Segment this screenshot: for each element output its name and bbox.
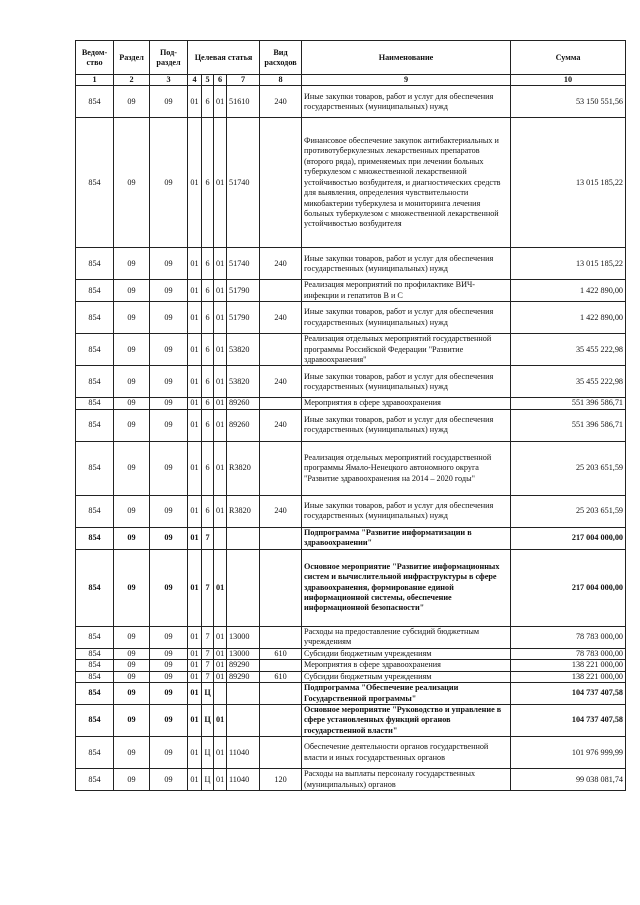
name-cell: Иные закупки товаров, работ и услуг для обеспечения государственных (муниципальных) нужд [302,366,511,398]
razdel-cell: 09 [114,737,150,769]
subprogram-code-cell: 6 [202,302,214,334]
direction-code-cell: 51740 [227,118,260,248]
expense-type-cell: 610 [260,648,302,659]
program-code-cell: 01 [188,683,202,705]
podrazdel-cell: 09 [150,118,188,248]
header-vid-rashodov: Вид расходов [260,41,302,75]
program-code-cell: 01 [188,648,202,659]
name-cell: Реализация отдельных мероприятий государственной программы Ямало-Ненецкого автономного округа "Развитие здравоохранения на 2014 – 2020 годы" [302,441,511,495]
sum-cell: 1 422 890,00 [511,280,626,302]
name-cell: Обеспечение деятельности органов государственной власти и иных государственных органов [302,737,511,769]
vedomstvo-cell: 854 [76,248,114,280]
program-code-cell: 01 [188,248,202,280]
subprogram-code-cell: 6 [202,280,214,302]
subprogram-code-cell: 6 [202,366,214,398]
sum-cell: 138 221 000,00 [511,660,626,671]
vedomstvo-cell: 854 [76,705,114,737]
name-cell: Основное мероприятие "Развитие информационных систем и вычислительной инфраструктуры в сфере здравоохранения, формирование единой информационной системы, обеспечение информационной безопасности" [302,549,511,626]
sum-cell: 217 004 000,00 [511,549,626,626]
podrazdel-cell: 09 [150,248,188,280]
direction-code-cell: 11040 [227,737,260,769]
name-cell: Реализация отдельных мероприятий государственной программы Российской Федерации "Развитие здравоохранения" [302,334,511,366]
table-row [76,86,626,118]
expense-type-cell: 240 [260,86,302,118]
table-body [76,86,626,791]
name-cell: Основное мероприятие "Руководство и управление в сфере установленных функций органов государственной власти" [302,705,511,737]
subprogram-code-cell: Ц [202,705,214,737]
table-row [76,280,626,302]
sum-cell: 78 783 000,00 [511,626,626,648]
direction-code-cell: 89290 [227,660,260,671]
event-code-cell: 01 [214,366,227,398]
podrazdel-cell: 09 [150,737,188,769]
name-cell: Субсидии бюджетным учреждениям [302,671,511,682]
program-code-cell: 01 [188,549,202,626]
podrazdel-cell: 09 [150,441,188,495]
razdel-cell: 09 [114,398,150,409]
expense-type-cell: 240 [260,409,302,441]
program-code-cell: 01 [188,86,202,118]
name-cell: Финансовое обеспечение закупок антибактериальных и противотуберкулезных лекарственных препаратов (второго ряда), применяемых при лечении больных туберкулезом с множественной лекарственной устойчивостью возбудителя, и диагностических средств для выявления, определения чувствительности микобактерии туберкулеза и мониторинга лечения больных туберкулезом с множественной лекарственной устойчивостью возбудителя [302,118,511,248]
sum-cell: 25 203 651,59 [511,495,626,527]
vedomstvo-cell: 854 [76,280,114,302]
budget-table [75,40,626,791]
sum-cell: 104 737 407,58 [511,683,626,705]
podrazdel-cell: 09 [150,549,188,626]
podrazdel-cell: 09 [150,671,188,682]
table-row [76,660,626,671]
podrazdel-cell: 09 [150,705,188,737]
table-row [76,769,626,791]
name-cell: Реализация мероприятий по профилактике ВИЧ-инфекции и гепатитов В и С [302,280,511,302]
table-row [76,409,626,441]
name-cell: Иные закупки товаров, работ и услуг для обеспечения государственных (муниципальных) нужд [302,248,511,280]
podrazdel-cell: 09 [150,409,188,441]
sum-cell: 551 396 586,71 [511,398,626,409]
column-number-row [76,75,626,86]
razdel-cell: 09 [114,86,150,118]
razdel-cell: 09 [114,302,150,334]
column-number: 1 [76,75,114,86]
razdel-cell: 09 [114,683,150,705]
expense-type-cell: 240 [260,495,302,527]
vedomstvo-cell: 854 [76,648,114,659]
subprogram-code-cell: 7 [202,660,214,671]
sum-cell: 217 004 000,00 [511,527,626,549]
direction-code-cell [227,527,260,549]
direction-code-cell [227,705,260,737]
column-number: 2 [114,75,150,86]
vedomstvo-cell: 854 [76,302,114,334]
direction-code-cell: 51740 [227,248,260,280]
table-row [76,705,626,737]
event-code-cell: 01 [214,118,227,248]
expense-type-cell [260,398,302,409]
header-vedomstvo: Ведом-ство [76,41,114,75]
event-code-cell: 01 [214,280,227,302]
subprogram-code-cell: Ц [202,769,214,791]
column-number: 5 [202,75,214,86]
expense-type-cell [260,737,302,769]
program-code-cell: 01 [188,527,202,549]
event-code-cell [214,527,227,549]
program-code-cell: 01 [188,280,202,302]
sum-cell: 1 422 890,00 [511,302,626,334]
vedomstvo-cell: 854 [76,527,114,549]
podrazdel-cell: 09 [150,683,188,705]
event-code-cell: 01 [214,648,227,659]
header-podrazdel: Под-раздел [150,41,188,75]
event-code-cell: 01 [214,671,227,682]
budget-table-page [75,40,625,791]
name-cell: Расходы на выплаты персоналу государственных (муниципальных) органов [302,769,511,791]
podrazdel-cell: 09 [150,495,188,527]
event-code-cell: 01 [214,248,227,280]
direction-code-cell: 13000 [227,626,260,648]
direction-code-cell: R3820 [227,495,260,527]
name-cell: Подпрограмма "Обеспечение реализации Государственной программы" [302,683,511,705]
program-code-cell: 01 [188,118,202,248]
vedomstvo-cell: 854 [76,409,114,441]
expense-type-cell: 240 [260,366,302,398]
event-code-cell: 01 [214,398,227,409]
direction-code-cell: 51790 [227,302,260,334]
direction-code-cell: 13000 [227,648,260,659]
event-code-cell: 01 [214,769,227,791]
vedomstvo-cell: 854 [76,737,114,769]
subprogram-code-cell: 6 [202,495,214,527]
table-row [76,398,626,409]
direction-code-cell: 51610 [227,86,260,118]
event-code-cell: 01 [214,409,227,441]
razdel-cell: 09 [114,248,150,280]
table-row [76,527,626,549]
program-code-cell: 01 [188,769,202,791]
sum-cell: 78 783 000,00 [511,648,626,659]
header-celevaya-statya: Целевая статья [188,41,260,75]
vedomstvo-cell: 854 [76,549,114,626]
subprogram-code-cell: 6 [202,248,214,280]
podrazdel-cell: 09 [150,334,188,366]
table-row [76,334,626,366]
razdel-cell: 09 [114,527,150,549]
podrazdel-cell: 09 [150,660,188,671]
direction-code-cell: 89260 [227,398,260,409]
direction-code-cell: 89290 [227,671,260,682]
razdel-cell: 09 [114,705,150,737]
header-naimenovanie: Наименование [302,41,511,75]
razdel-cell: 09 [114,118,150,248]
event-code-cell: 01 [214,334,227,366]
name-cell: Субсидии бюджетным учреждениям [302,648,511,659]
table-row [76,441,626,495]
direction-code-cell [227,683,260,705]
expense-type-cell [260,527,302,549]
program-code-cell: 01 [188,398,202,409]
sum-cell: 101 976 999,99 [511,737,626,769]
column-number: 3 [150,75,188,86]
program-code-cell: 01 [188,671,202,682]
program-code-cell: 01 [188,495,202,527]
column-number: 6 [214,75,227,86]
event-code-cell: 01 [214,495,227,527]
table-row [76,626,626,648]
event-code-cell: 01 [214,737,227,769]
direction-code-cell: R3820 [227,441,260,495]
direction-code-cell: 89260 [227,409,260,441]
podrazdel-cell: 09 [150,626,188,648]
razdel-cell: 09 [114,671,150,682]
event-code-cell: 01 [214,302,227,334]
event-code-cell: 01 [214,660,227,671]
table-row [76,737,626,769]
event-code-cell [214,683,227,705]
vedomstvo-cell: 854 [76,398,114,409]
subprogram-code-cell: 6 [202,441,214,495]
program-code-cell: 01 [188,409,202,441]
vedomstvo-cell: 854 [76,118,114,248]
column-number: 7 [227,75,260,86]
razdel-cell: 09 [114,549,150,626]
event-code-cell: 01 [214,549,227,626]
table-row [76,248,626,280]
razdel-cell: 09 [114,769,150,791]
column-number: 9 [302,75,511,86]
subprogram-code-cell: 7 [202,549,214,626]
program-code-cell: 01 [188,660,202,671]
subprogram-code-cell: 7 [202,671,214,682]
expense-type-cell [260,441,302,495]
expense-type-cell [260,549,302,626]
razdel-cell: 09 [114,280,150,302]
subprogram-code-cell: Ц [202,683,214,705]
sum-cell: 99 038 081,74 [511,769,626,791]
vedomstvo-cell: 854 [76,683,114,705]
sum-cell: 35 455 222,98 [511,334,626,366]
direction-code-cell: 51790 [227,280,260,302]
table-row [76,648,626,659]
event-code-cell: 01 [214,86,227,118]
column-number: 8 [260,75,302,86]
subprogram-code-cell: 6 [202,409,214,441]
razdel-cell: 09 [114,495,150,527]
sum-cell: 35 455 222,98 [511,366,626,398]
header-row [76,41,626,75]
vedomstvo-cell: 854 [76,495,114,527]
podrazdel-cell: 09 [150,86,188,118]
program-code-cell: 01 [188,334,202,366]
subprogram-code-cell: 7 [202,527,214,549]
sum-cell: 551 396 586,71 [511,409,626,441]
name-cell: Иные закупки товаров, работ и услуг для обеспечения государственных (муниципальных) нужд [302,409,511,441]
subprogram-code-cell: 6 [202,118,214,248]
subprogram-code-cell: 6 [202,398,214,409]
direction-code-cell [227,549,260,626]
expense-type-cell: 610 [260,671,302,682]
subprogram-code-cell: 7 [202,626,214,648]
name-cell: Иные закупки товаров, работ и услуг для обеспечения государственных (муниципальных) нужд [302,86,511,118]
razdel-cell: 09 [114,441,150,495]
event-code-cell: 01 [214,626,227,648]
vedomstvo-cell: 854 [76,769,114,791]
vedomstvo-cell: 854 [76,660,114,671]
sum-cell: 104 737 407,58 [511,705,626,737]
vedomstvo-cell: 854 [76,626,114,648]
program-code-cell: 01 [188,705,202,737]
program-code-cell: 01 [188,737,202,769]
vedomstvo-cell: 854 [76,334,114,366]
podrazdel-cell: 09 [150,280,188,302]
direction-code-cell: 11040 [227,769,260,791]
name-cell: Иные закупки товаров, работ и услуг для обеспечения государственных (муниципальных) нужд [302,495,511,527]
vedomstvo-cell: 854 [76,671,114,682]
event-code-cell: 01 [214,705,227,737]
expense-type-cell [260,118,302,248]
subprogram-code-cell: 6 [202,334,214,366]
subprogram-code-cell: Ц [202,737,214,769]
table-row [76,302,626,334]
table-row [76,671,626,682]
event-code-cell: 01 [214,441,227,495]
vedomstvo-cell: 854 [76,441,114,495]
direction-code-cell: 53820 [227,334,260,366]
expense-type-cell [260,705,302,737]
table-row [76,366,626,398]
program-code-cell: 01 [188,302,202,334]
expense-type-cell [260,334,302,366]
table-row [76,549,626,626]
sum-cell: 53 150 551,56 [511,86,626,118]
podrazdel-cell: 09 [150,527,188,549]
podrazdel-cell: 09 [150,648,188,659]
razdel-cell: 09 [114,409,150,441]
expense-type-cell [260,683,302,705]
subprogram-code-cell: 7 [202,648,214,659]
name-cell: Расходы на предоставление субсидий бюджетным учреждениям [302,626,511,648]
expense-type-cell [260,626,302,648]
header-summa: Сумма [511,41,626,75]
name-cell: Мероприятия в сфере здравоохранения [302,660,511,671]
table-row [76,495,626,527]
direction-code-cell: 53820 [227,366,260,398]
program-code-cell: 01 [188,441,202,495]
razdel-cell: 09 [114,648,150,659]
table-row [76,118,626,248]
column-number: 4 [188,75,202,86]
razdel-cell: 09 [114,334,150,366]
program-code-cell: 01 [188,626,202,648]
razdel-cell: 09 [114,366,150,398]
name-cell: Мероприятия в сфере здравоохранения [302,398,511,409]
sum-cell: 13 015 185,22 [511,248,626,280]
name-cell: Подпрограмма "Развитие информатизации в здравоохранении" [302,527,511,549]
razdel-cell: 09 [114,626,150,648]
name-cell: Иные закупки товаров, работ и услуг для обеспечения государственных (муниципальных) нужд [302,302,511,334]
podrazdel-cell: 09 [150,769,188,791]
subprogram-code-cell: 6 [202,86,214,118]
expense-type-cell: 240 [260,302,302,334]
sum-cell: 13 015 185,22 [511,118,626,248]
sum-cell: 138 221 000,00 [511,671,626,682]
expense-type-cell: 240 [260,248,302,280]
expense-type-cell [260,280,302,302]
podrazdel-cell: 09 [150,302,188,334]
podrazdel-cell: 09 [150,398,188,409]
expense-type-cell [260,660,302,671]
podrazdel-cell: 09 [150,366,188,398]
header-razdel: Раздел [114,41,150,75]
razdel-cell: 09 [114,660,150,671]
column-number: 10 [511,75,626,86]
vedomstvo-cell: 854 [76,86,114,118]
table-row [76,683,626,705]
vedomstvo-cell: 854 [76,366,114,398]
expense-type-cell: 120 [260,769,302,791]
sum-cell: 25 203 651,59 [511,441,626,495]
program-code-cell: 01 [188,366,202,398]
